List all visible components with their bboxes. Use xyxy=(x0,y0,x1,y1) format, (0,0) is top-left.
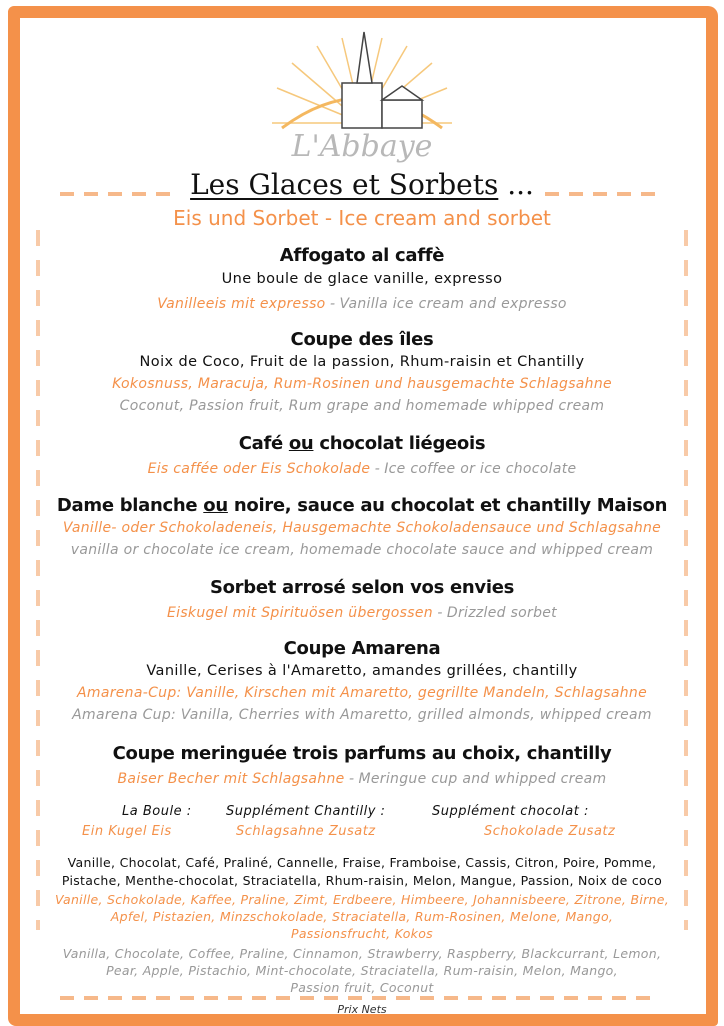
item-amarena-title: Coupe Amarena xyxy=(283,638,441,659)
abbaye-logo xyxy=(262,28,462,178)
item-meringuee-translation: Baiser Becher mit Schlagsahne - Meringue cup and whipped cream xyxy=(117,771,607,787)
page-title: Les Glaces et Sorbets ... xyxy=(190,168,534,201)
chocolat-german: Schokolade Zusatz xyxy=(484,824,616,839)
flavours-german-line-3: Passionsfrucht, Kokos xyxy=(291,926,433,941)
item-affogato-title: Affogato al caffè xyxy=(279,245,445,266)
item-affogato-french: Une boule de glace vanille, expresso xyxy=(221,271,503,287)
flavours-english-line-3: Passion fruit, Coconut xyxy=(290,980,434,995)
item-amarena-english: Amarena Cup: Vanilla, Cherries with Amaretto, grilled almonds, whipped cream xyxy=(72,707,652,723)
item-dame-blanche-title: Dame blanche ou noire, sauce au chocolat et chantilly Maison xyxy=(56,495,668,516)
boule-label: La Boule : xyxy=(122,804,192,819)
item-affogato-translation: Vanilleeis mit expresso - Vanilla ice cream and expresso xyxy=(157,296,567,312)
item-dame-blanche-german: Vanille- oder Schokoladeneis, Hausgemachte Schokoladensauce und Schlagsahne xyxy=(62,520,662,536)
item-meringuee-title: Coupe meringuée trois parfums au choix, chantilly xyxy=(112,743,612,764)
prix-nets: Prix Nets xyxy=(337,1003,387,1016)
flavours-german-line-1: Vanille, Schokolade, Kaffee, Praline, Zimt, Erdbeere, Himbeere, Johannisbeere, Zitrone, Birne, xyxy=(54,892,670,907)
boule-german: Ein Kugel Eis xyxy=(82,824,172,839)
flavours-english-line-2: Pear, Apple, Pistachio, Mint-chocolate, Straciatella, Rum-raisin, Melon, Mango, xyxy=(106,963,618,978)
item-cafe-liegeois-title: Café ou chocolat liégeois xyxy=(238,433,486,454)
item-amarena-french: Vanille, Cerises à l'Amaretto, amandes grillées, chantilly xyxy=(146,663,578,679)
flavours-english-line-1: Vanilla, Chocolate, Coffee, Praline, Cinnamon, Strawberry, Raspberry, Blackcurrant, Lemon, xyxy=(62,946,662,961)
item-coupe-iles-french: Noix de Coco, Fruit de la passion, Rhum-raisin et Chantilly xyxy=(139,354,585,370)
item-cafe-liegeois-translation: Eis caffée oder Eis Schokolade - Ice coffee or ice chocolate xyxy=(147,461,577,477)
item-coupe-iles-english: Coconut, Passion fruit, Rum grape and homemade whipped cream xyxy=(119,398,605,414)
item-amarena-german: Amarena-Cup: Vanille, Kirschen mit Amaretto, gegrillte Mandeln, Schlagsahne xyxy=(77,685,647,701)
item-dame-blanche-english: vanilla or chocolate ice cream, homemade chocolate sauce and whipped cream xyxy=(70,542,654,558)
dashed-line-bottom xyxy=(60,996,660,1000)
item-coupe-iles-title: Coupe des îles xyxy=(290,329,434,350)
chocolat-label: Supplément chocolat : xyxy=(432,804,589,819)
logo-text: L'Abbaye xyxy=(291,129,433,164)
item-sorbet-translation: Eiskugel mit Spirituösen übergossen - Drizzled sorbet xyxy=(167,605,557,621)
flavours-french-line-2: Pistache, Menthe-chocolat, Straciatella, Rhum-raisin, Melon, Mangue, Passion, Noix de coco xyxy=(61,873,663,888)
item-sorbet-title: Sorbet arrosé selon vos envies xyxy=(209,577,515,598)
flavours-french-line-1: Vanille, Chocolat, Café, Praliné, Cannelle, Fraise, Framboise, Cassis, Citron, Poire, Pomme, xyxy=(67,855,657,870)
chantilly-german: Schlagsahne Zusatz xyxy=(236,824,376,839)
flavours-german-line-2: Apfel, Pistazien, Minzschokolade, Straciatella, Rum-Rosinen, Melone, Mango, xyxy=(110,909,614,924)
chantilly-label: Supplément Chantilly : xyxy=(226,804,386,819)
page-subtitle: Eis und Sorbet - Ice cream and sorbet xyxy=(173,206,551,230)
item-coupe-iles-german: Kokosnuss, Maracuja, Rum-Rosinen und hausgemachte Schlagsahne xyxy=(112,376,612,392)
